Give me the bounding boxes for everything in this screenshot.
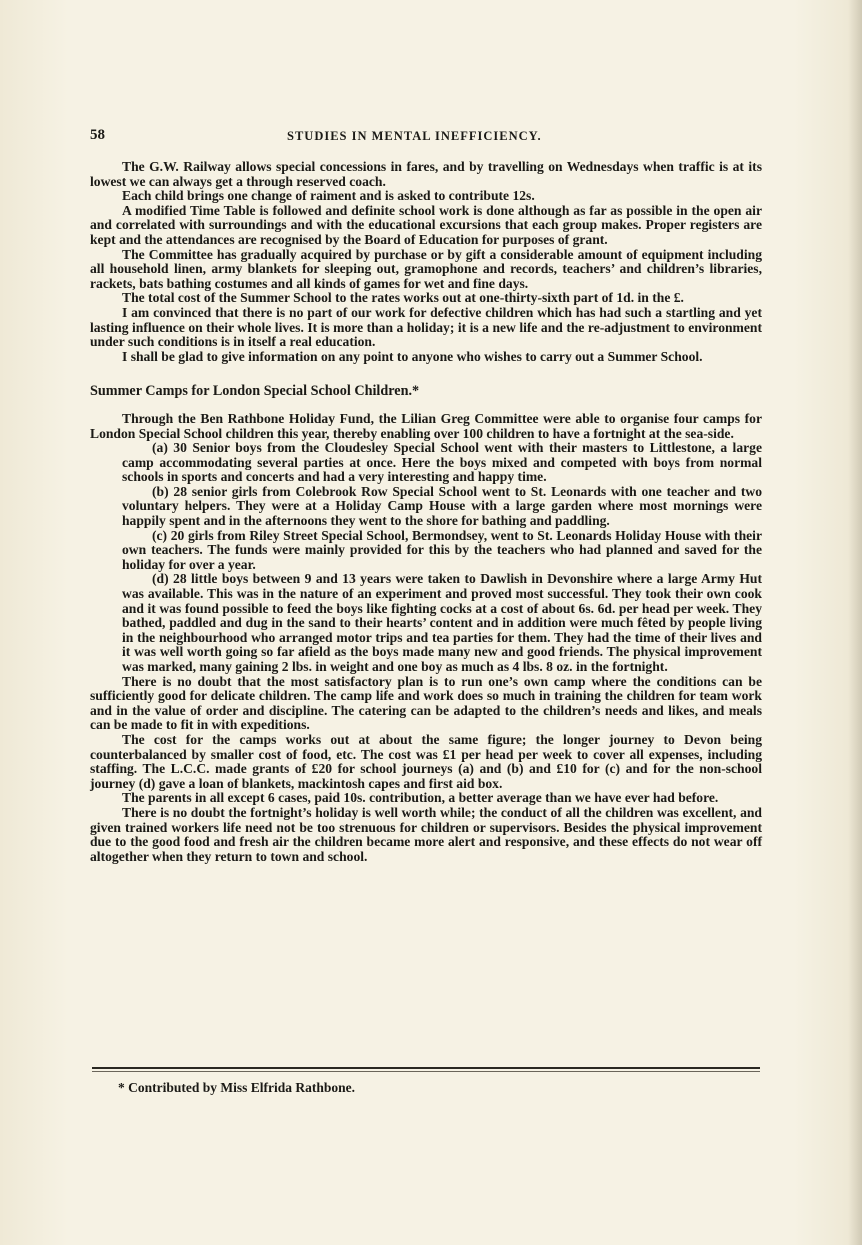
paragraph: The Committee has gradually acquired by purchase or by gift a considerable amount of equipment including all household linen, army blankets for sleeping out, gramophone and records, teachers’ and children’s libraries, rackets, bats bathing costumes and all kinds of games for wet and fine days. xyxy=(90,246,762,291)
paragraph: The parents in all except 6 cases, paid 10s. contribution, a better average than we have ever had before. xyxy=(122,790,719,806)
paragraph: Each child brings one change of raiment and is asked to contribute 12s. xyxy=(122,188,535,204)
page-number: 58 xyxy=(90,127,105,143)
running-head: STUDIES IN MENTAL INEFFICIENCY. xyxy=(287,129,542,143)
paragraph: There is no doubt that the most satisfactory plan is to run one’s own camp where the conditions can be sufficiently good for delicate children. The camp life and work does so much in training the children for team work and in the value of order and discipline. The catering can be adapted to the children’s needs and likes, and meals can be made to fit in with expeditions. xyxy=(90,673,762,733)
list-item: (d) 28 little boys between 9 and 13 years were taken to Dawlish in Devonshire where a large Army Hut was available. This was in the nature of an experiment and proved most successful. They took their own cook and it was found possible to feed the boys like fighting cocks at a cost of about 6s. 6d. per head per week. They bathed, paddled and dug in the sand to their hearts’ content and in addition were much fêted by people living in the neighbourhood who arranged motor trips and tea parties for them. They had the time of their lives and it was well worth going so far afield as the boys made many new and good friends. The physical improvement was marked, many gaining 2 lbs. in weight and one boy as much as 4 lbs. 8 oz. in the fortnight. xyxy=(122,571,762,674)
paragraph: A modified Time Table is followed and definite school work is done although as far as possible in the open air and correlated with surroundings and with the educational excursions that each group makes. Proper registers are kept and the attendances are recognised by the Board of Education for purposes of grant. xyxy=(90,202,762,247)
footnote-rule xyxy=(92,1067,760,1069)
page-header xyxy=(90,127,770,147)
paragraph: I shall be glad to give information on any point to anyone who wishes to carry out a Summer School. xyxy=(122,348,703,364)
paragraph: The total cost of the Summer School to the rates works out at one-thirty-sixth part of 1d. in the £. xyxy=(122,290,684,306)
list-item: (a) 30 Senior boys from the Cloudesley Special School went with their masters to Littlestone, a large camp accommodating several parties at once. Here the boys mixed and competed with boys from normal schools in sports and concerts and had a very interesting and happy time. xyxy=(122,440,762,485)
footnote-rule-thin xyxy=(92,1071,760,1072)
list-item: (c) 20 girls from Riley Street Special School, Bermondsey, went to St. Leonards Holiday House with their own teachers. The funds were mainly provided for this by the teachers who had planned and saved for the holiday for over a year. xyxy=(122,527,762,572)
paragraph: The cost for the camps works out at about the same figure; the longer journey to Devon being counterbalanced by smaller cost of food, etc. The cost was £1 per head per week to cover all expenses, including staffing. The L.C.C. made grants of £20 for school journeys (a) and (b) and £10 for (c) and for the non-school journey (d) gave a loan of blankets, mackintosh capes and first aid box. xyxy=(90,731,762,791)
footnote: * Contributed by Miss Elfrida Rathbone. xyxy=(118,1080,356,1095)
section-intro: Through the Ben Rathbone Holiday Fund, the Lilian Greg Committee were able to organise four camps for London Special School children this year, thereby enabling over 100 children to have a fortnight at the sea-side. xyxy=(90,410,762,441)
paragraph: There is no doubt the fortnight’s holiday is well worth while; the conduct of all the children was excellent, and given trained workers life need not be too strenuous for children or supervisors. Besides the physical improvement due to the good food and fresh air the children became more alert and responsive, and these effects do not wear off altogether when they return to town and school. xyxy=(90,804,762,864)
paragraph: The G.W. Railway allows special concessions in fares, and by travelling on Wednesdays when traffic is at its lowest we can always get a through reserved coach. xyxy=(90,159,762,189)
body-text xyxy=(90,160,762,864)
paragraph: I am convinced that there is no part of our work for defective children which has had such a startling and yet lasting influence on their whole lives. It is more than a holiday; it is a new life and the re-adjustment to environment under such conditions is in itself a real education. xyxy=(90,304,762,350)
section-heading: Summer Camps for London Special School Children.* xyxy=(90,383,420,400)
page-edge-shadow xyxy=(848,0,862,1245)
list-item: (b) 28 senior girls from Colebrook Row Special School went to St. Leonards with one teacher and two voluntary helpers. They were at a Holiday Camp House with a large garden where most mornings were happily spent and in the afternoons they went to the shore for bathing and paddling. xyxy=(122,483,762,529)
